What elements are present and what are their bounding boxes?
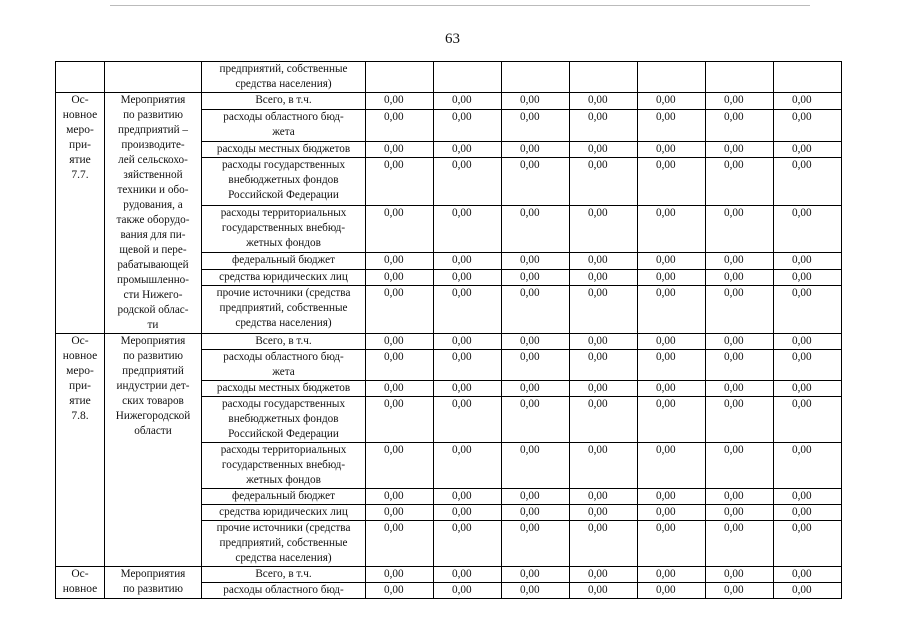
value-cell: 0,00	[434, 350, 502, 381]
value-cell: 0,00	[366, 93, 434, 110]
value-cell: 0,00	[434, 109, 502, 141]
value-cell: 0,00	[638, 109, 706, 141]
value-cell: 0,00	[570, 269, 638, 286]
value-cell: 0,00	[434, 141, 502, 158]
value-cell: 0,00	[706, 567, 774, 583]
value-cell: 0,00	[638, 158, 706, 206]
value-cell: 0,00	[502, 269, 570, 286]
value-cell: 0,00	[638, 583, 706, 599]
page-number: 63	[445, 31, 460, 47]
value-cell: 0,00	[706, 286, 774, 334]
value-cell: 0,00	[638, 443, 706, 489]
value-cell: 0,00	[502, 334, 570, 350]
value-cell: 0,00	[502, 141, 570, 158]
source-cell: Всего, в т.ч.	[202, 93, 366, 110]
value-cell: 0,00	[434, 397, 502, 443]
value-cell: 0,00	[706, 109, 774, 141]
value-cell: 0,00	[706, 141, 774, 158]
value-cell: 0,00	[434, 443, 502, 489]
source-cell: прочие источники (средства предприятий, собственные средства населения)	[202, 286, 366, 334]
value-cell: 0,00	[706, 583, 774, 599]
source-cell: расходы государственных внебюджетных фондов Российской Федерации	[202, 397, 366, 443]
value-cell: 0,00	[774, 397, 842, 443]
source-cell: расходы территориальных государственных внебюд- жетных фондов	[202, 443, 366, 489]
table-row	[56, 567, 842, 583]
value-cell: 0,00	[434, 158, 502, 206]
value-cell: 0,00	[502, 583, 570, 599]
value-cell: 0,00	[774, 158, 842, 206]
value-cell: 0,00	[774, 334, 842, 350]
value-cell: 0,00	[638, 253, 706, 270]
value-cell: 0,00	[570, 158, 638, 206]
value-cell: 0,00	[502, 205, 570, 253]
value-cell: 0,00	[706, 397, 774, 443]
value-cell: 0,00	[366, 109, 434, 141]
value-cell: 0,00	[366, 334, 434, 350]
value-cell: 0,00	[366, 583, 434, 599]
value-cell: 0,00	[706, 93, 774, 110]
value-cell: 0,00	[434, 286, 502, 334]
value-cell: 0,00	[502, 93, 570, 110]
value-cell	[774, 62, 842, 93]
value-cell: 0,00	[366, 489, 434, 505]
value-cell: 0,00	[570, 109, 638, 141]
value-cell: 0,00	[774, 141, 842, 158]
source-cell: расходы местных бюджетов	[202, 141, 366, 158]
value-cell: 0,00	[366, 381, 434, 397]
value-cell: 0,00	[570, 505, 638, 521]
value-cell: 0,00	[706, 489, 774, 505]
table-row	[56, 93, 842, 110]
value-cell: 0,00	[638, 350, 706, 381]
value-cell: 0,00	[706, 381, 774, 397]
source-cell: федеральный бюджет	[202, 253, 366, 270]
value-cell: 0,00	[774, 286, 842, 334]
value-cell: 0,00	[570, 443, 638, 489]
value-cell: 0,00	[638, 381, 706, 397]
value-cell: 0,00	[638, 567, 706, 583]
value-cell	[502, 62, 570, 93]
value-cell: 0,00	[434, 381, 502, 397]
value-cell: 0,00	[366, 567, 434, 583]
value-cell	[366, 62, 434, 93]
value-cell: 0,00	[502, 158, 570, 206]
table-row	[56, 62, 842, 93]
source-cell: средства юридических лиц	[202, 505, 366, 521]
value-cell: 0,00	[502, 521, 570, 567]
source-cell: Всего, в т.ч.	[202, 567, 366, 583]
value-cell: 0,00	[706, 334, 774, 350]
value-cell: 0,00	[774, 93, 842, 110]
measure-code: Ос- новное меро- при- ятие 7.7.	[56, 93, 105, 334]
value-cell: 0,00	[366, 505, 434, 521]
value-cell: 0,00	[366, 253, 434, 270]
value-cell: 0,00	[502, 350, 570, 381]
value-cell: 0,00	[774, 381, 842, 397]
value-cell: 0,00	[774, 205, 842, 253]
value-cell: 0,00	[502, 286, 570, 334]
value-cell	[638, 62, 706, 93]
value-cell: 0,00	[638, 505, 706, 521]
value-cell: 0,00	[706, 269, 774, 286]
value-cell: 0,00	[570, 521, 638, 567]
source-cell: Всего, в т.ч.	[202, 334, 366, 350]
value-cell: 0,00	[366, 286, 434, 334]
measure-title: Мероприятия по развитию предприятий индустрии дет- ских товаров Нижегородской области	[105, 334, 202, 567]
value-cell: 0,00	[434, 505, 502, 521]
table-row	[56, 334, 842, 350]
value-cell: 0,00	[366, 443, 434, 489]
value-cell: 0,00	[774, 109, 842, 141]
value-cell: 0,00	[366, 350, 434, 381]
value-cell: 0,00	[638, 269, 706, 286]
value-cell: 0,00	[502, 397, 570, 443]
value-cell: 0,00	[706, 253, 774, 270]
source-cell: расходы территориальных государственных внебюд- жетных фондов	[202, 205, 366, 253]
value-cell: 0,00	[774, 489, 842, 505]
value-cell: 0,00	[434, 253, 502, 270]
value-cell: 0,00	[706, 205, 774, 253]
source-cell: расходы местных бюджетов	[202, 381, 366, 397]
value-cell: 0,00	[366, 269, 434, 286]
scan-edge-line	[110, 5, 810, 8]
value-cell: 0,00	[502, 381, 570, 397]
value-cell: 0,00	[434, 269, 502, 286]
value-cell: 0,00	[570, 381, 638, 397]
value-cell: 0,00	[570, 583, 638, 599]
value-cell: 0,00	[366, 397, 434, 443]
value-cell: 0,00	[434, 567, 502, 583]
source-cell: предприятий, собственные средства населения)	[202, 62, 366, 93]
measure-title: Мероприятия по развитию	[105, 567, 202, 599]
value-cell: 0,00	[774, 521, 842, 567]
value-cell: 0,00	[774, 567, 842, 583]
value-cell: 0,00	[638, 205, 706, 253]
value-cell: 0,00	[502, 443, 570, 489]
value-cell: 0,00	[774, 583, 842, 599]
source-cell: прочие источники (средства предприятий, собственные средства населения)	[202, 521, 366, 567]
value-cell: 0,00	[570, 93, 638, 110]
value-cell: 0,00	[706, 505, 774, 521]
value-cell: 0,00	[434, 489, 502, 505]
source-cell: расходы областного бюд- жета	[202, 109, 366, 141]
value-cell: 0,00	[570, 567, 638, 583]
value-cell: 0,00	[570, 334, 638, 350]
value-cell: 0,00	[502, 489, 570, 505]
value-cell	[570, 62, 638, 93]
source-cell: федеральный бюджет	[202, 489, 366, 505]
value-cell: 0,00	[638, 334, 706, 350]
value-cell: 0,00	[366, 158, 434, 206]
value-cell: 0,00	[706, 521, 774, 567]
value-cell: 0,00	[366, 141, 434, 158]
value-cell: 0,00	[434, 583, 502, 599]
value-cell: 0,00	[570, 350, 638, 381]
value-cell: 0,00	[706, 350, 774, 381]
value-cell: 0,00	[434, 334, 502, 350]
value-cell: 0,00	[570, 489, 638, 505]
value-cell: 0,00	[570, 397, 638, 443]
value-cell: 0,00	[570, 205, 638, 253]
value-cell: 0,00	[774, 269, 842, 286]
value-cell: 0,00	[502, 505, 570, 521]
code-cell	[56, 62, 105, 93]
measure-title: Мероприятия по развитию предприятий – производите- лей сельскохо- зяйственной техники и обо- рудования, а также оборудо- вания для пи- щевой и пере- рабатывающей промышленно- сти Нижего- родской облас- ти	[105, 93, 202, 334]
value-cell: 0,00	[706, 158, 774, 206]
value-cell: 0,00	[434, 521, 502, 567]
value-cell: 0,00	[774, 505, 842, 521]
source-cell: расходы областного бюд-	[202, 583, 366, 599]
value-cell: 0,00	[774, 443, 842, 489]
value-cell	[706, 62, 774, 93]
value-cell: 0,00	[502, 567, 570, 583]
value-cell: 0,00	[638, 397, 706, 443]
value-cell: 0,00	[570, 286, 638, 334]
value-cell: 0,00	[570, 141, 638, 158]
source-cell: расходы государственных внебюджетных фондов Российской Федерации	[202, 158, 366, 206]
financing-table	[55, 61, 842, 599]
value-cell: 0,00	[774, 253, 842, 270]
value-cell: 0,00	[502, 253, 570, 270]
value-cell: 0,00	[502, 109, 570, 141]
value-cell: 0,00	[638, 521, 706, 567]
value-cell: 0,00	[638, 489, 706, 505]
value-cell: 0,00	[774, 350, 842, 381]
measure-code: Ос- новное меро- при- ятие 7.8.	[56, 334, 105, 567]
value-cell: 0,00	[638, 286, 706, 334]
measure-code: Ос- новное	[56, 567, 105, 599]
value-cell: 0,00	[706, 443, 774, 489]
value-cell: 0,00	[434, 205, 502, 253]
value-cell: 0,00	[366, 205, 434, 253]
value-cell: 0,00	[570, 253, 638, 270]
source-cell: расходы областного бюд- жета	[202, 350, 366, 381]
value-cell	[434, 62, 502, 93]
value-cell: 0,00	[366, 521, 434, 567]
value-cell: 0,00	[638, 141, 706, 158]
source-cell: средства юридических лиц	[202, 269, 366, 286]
value-cell: 0,00	[434, 93, 502, 110]
title-cell	[105, 62, 202, 93]
value-cell: 0,00	[638, 93, 706, 110]
